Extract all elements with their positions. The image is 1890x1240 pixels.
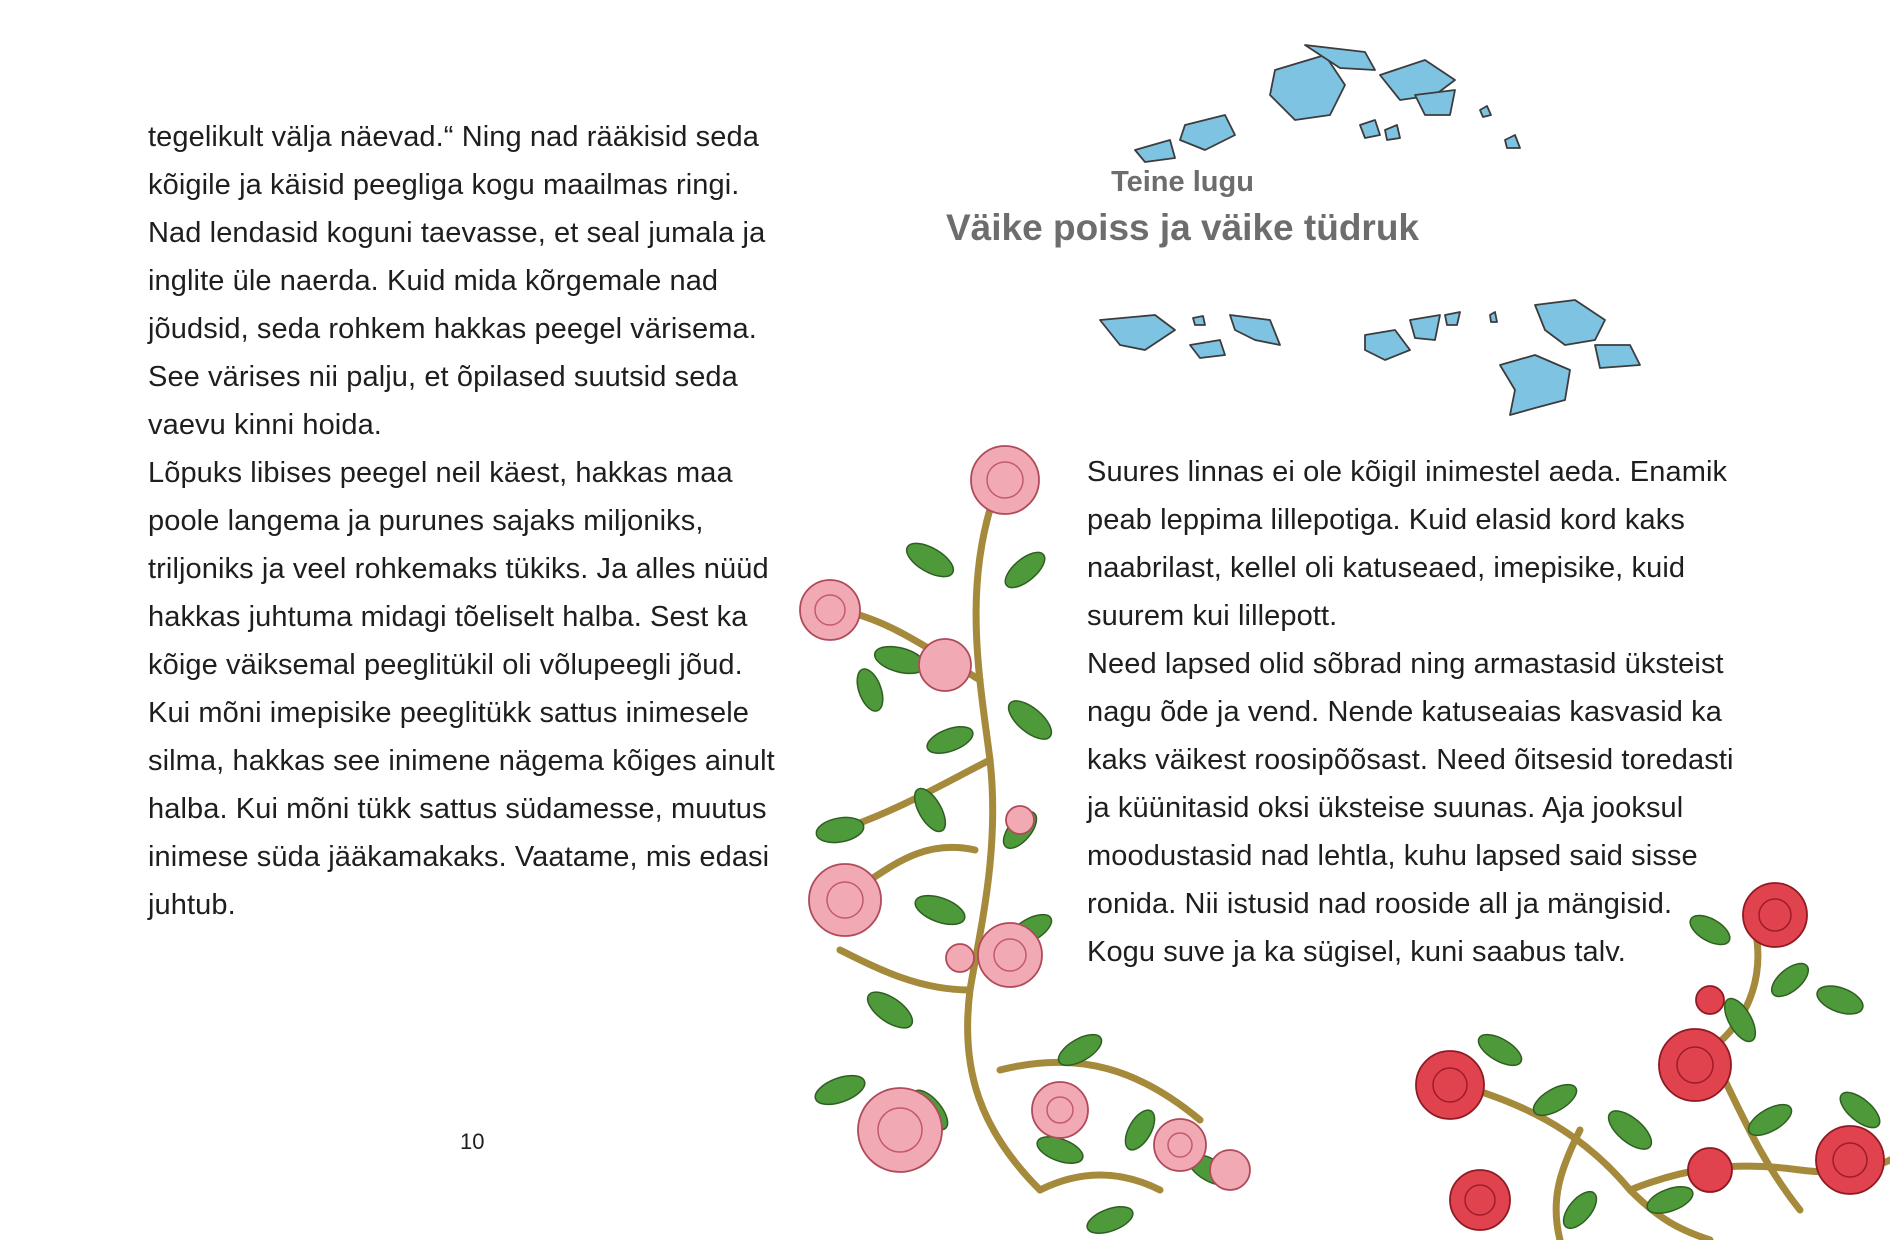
text-line: kõigile ja käisid peegliga kogu maailmas ringi. [148, 169, 740, 201]
text-line: Nad lendasid koguni taevasse, et seal jumala ja [148, 217, 766, 249]
glass-shards-bottom-illustration [1095, 290, 1745, 430]
text-line: inimese süda jääkamakaks. Vaatame, mis edasi [148, 841, 770, 873]
text-line: vaevu kinni hoida. [148, 409, 382, 441]
glass-shards-top-illustration [1125, 40, 1545, 170]
text-line: ronida. Nii istusid nad rooside all ja mängisid. [1087, 888, 1673, 920]
text-line: Kogu suve ja ka sügisel, kuni saabus talv. [1087, 936, 1626, 968]
text-line: juhtub. [148, 889, 236, 921]
text-line: Suures linnas ei ole kõigil inimestel aeda. Enamik [1087, 456, 1728, 488]
text-line: poole langema ja purunes sajaks miljoniks, [148, 505, 704, 537]
text-line: triljoniks ja veel rohkemaks tükiks. Ja alles nüüd [148, 553, 769, 585]
text-line: kõige väiksemal peeglitükil oli võlupeegli jõud. [148, 649, 743, 681]
text-line: kaks väikest roosipõõsast. Need õitsesid toredasti [1087, 744, 1734, 776]
red-rose-vine-illustration [1380, 870, 1890, 1240]
text-line: moodustasid nad lehtla, kuhu lapsed said sisse [1087, 840, 1698, 872]
page-number: 10 [460, 1129, 485, 1154]
text-line: nagu õde ja vend. Nende katuseaias kasvasid ka [1087, 696, 1722, 728]
text-line: halba. Kui mõni tükk sattus südamesse, muutus [148, 793, 767, 825]
text-line: See värises nii palju, et õpilased suutsid seda [148, 361, 738, 393]
text-line: silma, hakkas see inimene nägema kõiges ainult [148, 745, 775, 777]
chapter-label: Teine lugu [1111, 166, 1254, 198]
text-line: hakkas juhtuma midagi tõeliselt halba. Sest ka [148, 601, 748, 633]
text-line: peab leppima lillepotiga. Kuid elasid kord kaks [1087, 504, 1685, 536]
text-line: tegelikult välja näevad.“ Ning nad rääkisid seda [148, 121, 759, 153]
text-line: Need lapsed olid sõbrad ning armastasid üksteist [1087, 648, 1724, 680]
text-line: jõudsid, seda rohkem hakkas peegel värisema. [148, 313, 757, 345]
chapter-title: Väike poiss ja väike tüdruk [946, 207, 1419, 248]
text-line: suurem kui lillepott. [1087, 600, 1338, 632]
text-line: inglite üle naerda. Kuid mida kõrgemale nad [148, 265, 719, 297]
text-line: ja küünitasid oksi üksteise suunas. Aja jooksul [1087, 792, 1684, 824]
text-line: naabrilast, kellel oli katuseaed, imepisike, kuid [1087, 552, 1686, 584]
text-line: Lõpuks libises peegel neil käest, hakkas maa [148, 457, 733, 489]
text-line: Kui mõni imepisike peeglitükk sattus inimesele [148, 697, 749, 729]
